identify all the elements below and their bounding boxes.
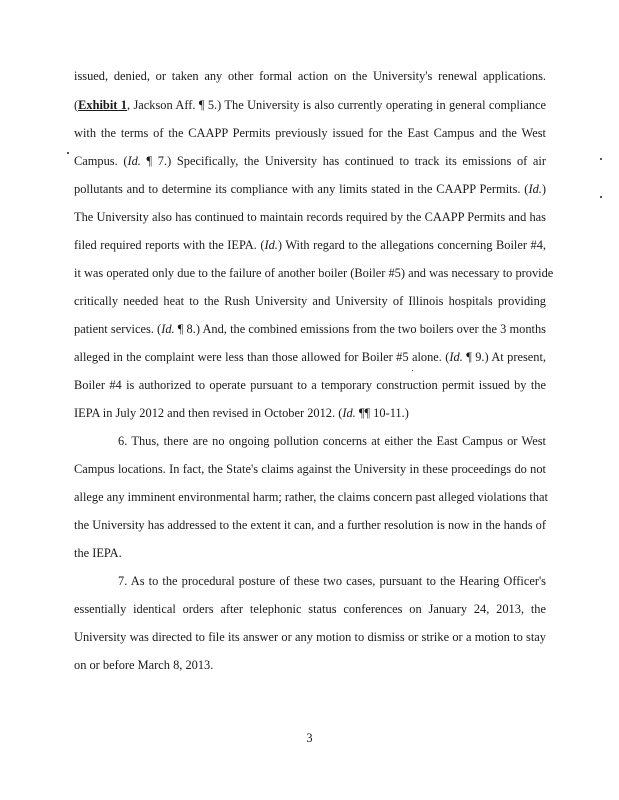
text-line: critically needed heat to the Rush University and University of Illinois hospitals providing (74, 294, 546, 308)
citation-id: Id. (449, 350, 463, 364)
citation-id: Id. (161, 322, 175, 336)
text-line: with the terms of the CAAPP Permits previously issued for the East Campus and the West (74, 126, 546, 140)
text-line: University was directed to file its answer or any motion to dismiss or strike or a motion to stay (74, 630, 546, 644)
citation-id: Id. (127, 154, 141, 168)
scan-speck (600, 158, 602, 160)
text-line: pollutants and to determine its compliance with any limits stated in the CAAPP Permits. (Id.) (74, 182, 546, 196)
citation-id: Id. (342, 406, 356, 420)
scan-speck (600, 196, 602, 198)
paragraph-6-first-line: 6. Thus, there are no ongoing pollution concerns at either the East Campus or West (118, 434, 546, 448)
exhibit-reference: Exhibit 1 (78, 98, 127, 112)
text-line: IEPA in July 2012 and then revised in October 2012. (Id. ¶¶ 10-11.) (74, 406, 409, 420)
text-line: patient services. (Id. ¶ 8.) And, the combined emissions from the two boilers over the 3 months (74, 322, 546, 336)
text-line: the IEPA. (74, 546, 122, 560)
paragraph-7-first-line: 7. As to the procedural posture of these two cases, pursuant to the Hearing Officer's (118, 574, 546, 588)
scan-speck (412, 370, 413, 371)
page-number: 3 (306, 731, 313, 745)
text-line: The University also has continued to maintain records required by the CAAPP Permits and has (74, 210, 546, 224)
text-line: filed required reports with the IEPA. (Id.) With regard to the allegations concerning Boiler #4, (74, 238, 547, 252)
text-line: Campus. (Id. ¶ 7.) Specifically, the University has continued to track its emissions of air (74, 154, 546, 168)
text-line: Boiler #4 is authorized to operate pursuant to a temporary construction permit issued by the (74, 378, 546, 392)
citation-id: Id. (528, 182, 542, 196)
scan-speck (67, 152, 69, 154)
text-line: Campus locations. In fact, the State's claims against the University in these proceedings do not (74, 462, 546, 476)
text-line: allege any imminent environmental harm; rather, the claims concern past alleged violations that (74, 490, 548, 504)
text-line: the University has addressed to the extent it can, and a further resolution is now in the hands of (74, 518, 546, 532)
text-line: essentially identical orders after telephonic status conferences on January 24, 2013, the (74, 602, 546, 616)
citation-id: Id. (264, 238, 278, 252)
text-line: (Exhibit 1, Jackson Aff. ¶ 5.) The University is also currently operating in general compliance (74, 98, 547, 112)
text-line: on or before March 8, 2013. (74, 658, 214, 672)
text-line: it was operated only due to the failure of another boiler (Boiler #5) and was necessary to provide (74, 266, 554, 280)
text-line: alleged in the complaint were less than those allowed for Boiler #5 alone. (Id. ¶ 9.) At present, (74, 350, 547, 364)
text-line: issued, denied, or taken any other formal action on the University's renewal applications. (74, 69, 546, 83)
